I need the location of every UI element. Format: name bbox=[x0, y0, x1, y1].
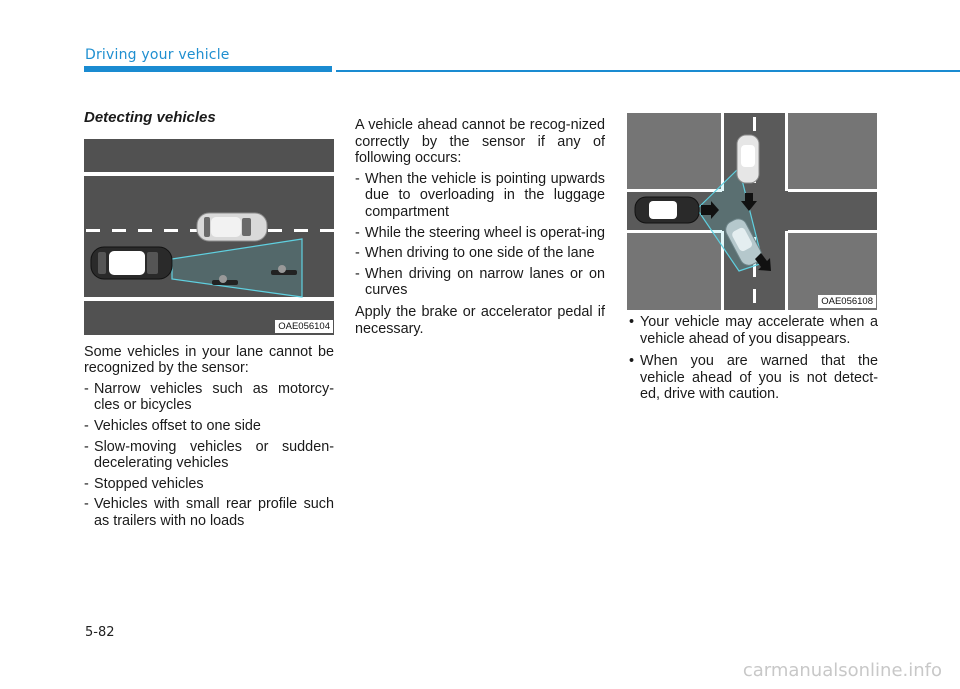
list-item: - When the vehicle is pointing upwards due to overloading in the luggage compartment bbox=[355, 171, 605, 221]
car-ahead-icon bbox=[197, 213, 267, 241]
figure-code: OAE056104 bbox=[275, 320, 333, 333]
list-item: • Your vehicle may accelerate when a vehicle ahead of you disappears. bbox=[628, 314, 878, 347]
header-title: Driving your vehicle bbox=[85, 47, 230, 63]
recognition-conditions-list bbox=[355, 171, 605, 299]
column-1 bbox=[84, 110, 334, 535]
list-item: - Vehicles offset to one side bbox=[84, 418, 334, 435]
section-title: Detecting vehicles bbox=[84, 109, 216, 126]
own-car-icon bbox=[635, 197, 699, 223]
figure-intersection bbox=[627, 113, 877, 310]
list-item: - Stopped vehicles bbox=[84, 476, 334, 493]
car-ahead-icon bbox=[737, 135, 759, 183]
page-number: 5-82 bbox=[85, 625, 115, 640]
list-item: - When driving to one side of the lane bbox=[355, 245, 605, 262]
paragraph-intro: A vehicle ahead cannot be recog-nized correctly by the sensor if any of following occurs: bbox=[355, 117, 605, 167]
paragraph-intro: Some vehicles in your lane cannot be recognized by the sensor: bbox=[84, 343, 334, 377]
paragraph-outro: Apply the brake or accelerator pedal if necessary. bbox=[355, 303, 605, 337]
header-rule-thick bbox=[84, 66, 332, 72]
header-rule-thin bbox=[336, 70, 960, 72]
road-illustration-straight bbox=[84, 139, 334, 335]
lane-line-bottom bbox=[84, 297, 334, 301]
lane-line-top bbox=[84, 172, 334, 176]
list-item: - While the steering wheel is operat-ing bbox=[355, 225, 605, 242]
road-illustration-intersection bbox=[627, 113, 877, 310]
column-3 bbox=[628, 314, 878, 409]
list-item: • When you are warned that the vehicle ahead of you is not detect-ed, drive with caution. bbox=[628, 353, 878, 403]
figure-vehicle-detection bbox=[84, 139, 334, 335]
list-item: - When driving on narrow lanes or on curves bbox=[355, 266, 605, 299]
figure-code: OAE056108 bbox=[818, 295, 876, 308]
watermark: carmanualsonline.info bbox=[742, 660, 942, 681]
undetected-vehicles-list bbox=[84, 381, 334, 530]
column-2 bbox=[355, 117, 605, 341]
list-item: - Vehicles with small rear profile such as trailers with no loads bbox=[84, 496, 334, 529]
list-item: - Slow-moving vehicles or sudden-decelerating vehicles bbox=[84, 439, 334, 472]
caution-bullets bbox=[628, 314, 878, 403]
own-car-icon bbox=[91, 247, 172, 279]
list-item: - Narrow vehicles such as motorcy-cles or bicycles bbox=[84, 381, 334, 414]
